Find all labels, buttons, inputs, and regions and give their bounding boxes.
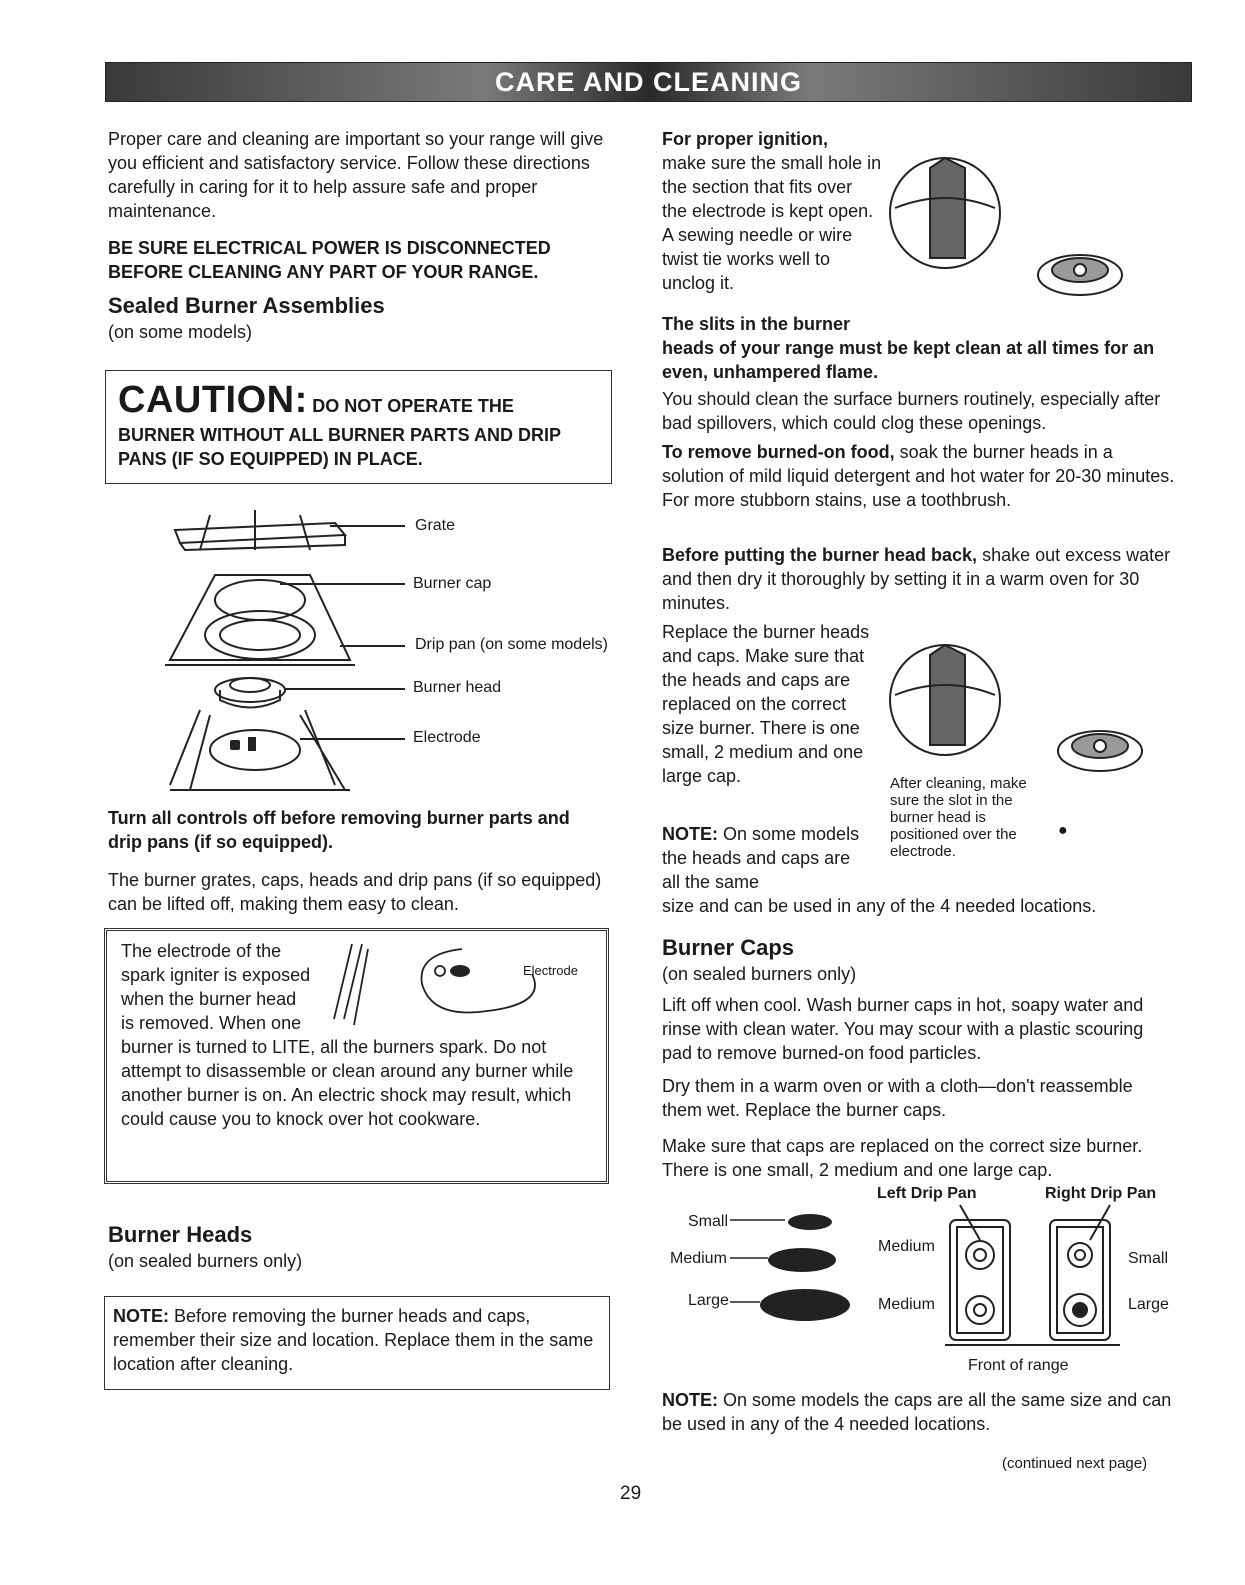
replace-caps-text: Replace the burner heads and caps. Make sure that the heads and caps are replaced on the correct size burner. There is one small, 2 medium and one large cap.: [662, 622, 870, 786]
leader-line: [340, 645, 405, 647]
slits-heading-2: heads of your range must be kept clean at all times for an even, unhampered flame.: [662, 338, 1155, 382]
caution-text: DO NOT OPERATE THE: [312, 396, 514, 416]
label-grate: Grate: [415, 517, 456, 534]
cap-sizes-illustration: [730, 1210, 870, 1340]
note-text-block: [113, 1304, 603, 1376]
burner-head-icon-mid: [1055, 716, 1150, 786]
caution-word: CAUTION:: [118, 379, 308, 421]
continued-note: (continued next page): [1002, 1455, 1148, 1472]
ignition-heading: For proper ignition,: [662, 129, 828, 149]
burner-heads-title: Burner Heads: [108, 1222, 253, 1247]
electrode-line-1: The electrode of the: [121, 941, 282, 961]
lift-off-paragraph: The burner grates, caps, heads and drip pans (if so equipped) can be lifted off, making them easy to clean.: [108, 870, 602, 914]
electrode-line-4: is removed. When one: [121, 1013, 302, 1033]
burner-head-diagram-mid: [885, 620, 1000, 780]
right-top-small-label: Small: [1128, 1250, 1169, 1267]
cap-size-large: Large: [688, 1292, 729, 1309]
cap-size-small: Small: [688, 1213, 729, 1230]
burner-head-diagram-top: [885, 128, 1000, 303]
power-warning: BE SURE ELECTRICAL POWER IS DISCONNECTED BEFORE CLEANING ANY PART OF YOUR RANGE.: [108, 238, 551, 282]
slot-icon: ●: [1058, 822, 1068, 839]
electrode-line-3: when the burner head: [121, 989, 297, 1009]
caution-text-2: BURNER WITHOUT ALL BURNER PARTS AND DRIP PANS (IF SO EQUIPPED) IN PLACE.: [118, 425, 561, 469]
electrode-warning-box: [104, 928, 609, 1184]
note-text: Before removing the burner heads and caps, remember their size and location. Replace them in the same location after cleaning.: [113, 1306, 594, 1374]
remove-food-text: soak the burner heads in a solution of mild liquid detergent and hot water for 20-30 minutes. For more stubborn stains, use a toothbrush.: [662, 442, 1175, 510]
cap-size-medium: Medium: [670, 1250, 727, 1267]
before-head-back-bold: Before putting the burner head back,: [662, 545, 978, 565]
leader-line: [280, 583, 405, 585]
label-electrode: Electrode: [413, 729, 481, 746]
note-label: NOTE:: [113, 1306, 169, 1326]
left-drip-pan-label: Left Drip Pan: [877, 1185, 977, 1202]
remove-food-bold: To remove burned-on food,: [662, 442, 895, 462]
range-top-layout: [945, 1205, 1125, 1355]
note-same-heads-block: [662, 822, 862, 894]
turn-off-instruction: Turn all controls off before removing burner parts and drip pans (if so equipped).: [108, 808, 570, 852]
before-head-back-paragraph: [662, 543, 1177, 615]
front-of-range-label: Front of range: [968, 1357, 1069, 1374]
caution-box: [105, 370, 612, 484]
leader-line: [300, 738, 405, 740]
routine-clean-text: You should clean the surface burners routinely, especially after bad spillovers, which could clog these openings.: [662, 389, 1161, 433]
burner-exploded-diagram: [160, 505, 360, 800]
burner-head-icon-top: [1035, 240, 1130, 310]
note-same-heads-a: On some models the heads and caps are all the same: [662, 824, 860, 892]
left-top-medium-label: Medium: [878, 1238, 935, 1255]
lift-off-caps-text: Lift off when cool. Wash burner caps in hot, soapy water and rinse with clean water. You may scour with a plastic scouring pad to remove burned-on food particles.: [662, 995, 1144, 1063]
dry-caps-text: Dry them in a warm oven or with a cloth—don't reassemble them wet. Replace the burner caps.: [662, 1076, 1133, 1120]
after-cleaning-caption: After cleaning, make sure the slot in the burner head is positioned over the electrode.: [890, 775, 1027, 860]
label-burner-head: Burner head: [413, 679, 502, 696]
sealed-burner-subtitle: (on some models): [108, 322, 253, 342]
burner-heads-subtitle: (on sealed burners only): [108, 1251, 303, 1271]
electrode-diagram: [332, 939, 532, 1031]
intro-paragraph: Proper care and cleaning are important so your range will give you efficient and satisfactory service. Follow these directions carefully in caring for it to help assure safe and proper maintenance.: [108, 129, 604, 221]
leader-line: [285, 688, 405, 690]
note-caps-label: NOTE:: [662, 1390, 718, 1410]
electrode-warning-text: burner is turned to LITE, all the burners spark. Do not attempt to disassemble or clean around any burner while another burner is on. An electric shock may result, which could cause you to knock over hot cookware.: [121, 1037, 574, 1129]
electrode-line-2: spark igniter is exposed: [121, 965, 311, 985]
left-bottom-medium-label: Medium: [878, 1296, 935, 1313]
right-bottom-large-label: Large: [1128, 1296, 1169, 1313]
correct-size-text: Make sure that caps are replaced on the correct size burner. There is one small, 2 medium and one large cap.: [662, 1136, 1143, 1180]
page-number: 29: [620, 1483, 642, 1504]
note-caps-block: [662, 1388, 1177, 1436]
sealed-burner-title: Sealed Burner Assemblies: [108, 293, 385, 318]
leader-line: [330, 525, 405, 527]
burner-caps-subtitle: (on sealed burners only): [662, 964, 857, 984]
section-banner: [105, 62, 1192, 102]
note-same-heads-b: size and can be used in any of the 4 needed locations.: [662, 896, 1097, 916]
note-caps-text: On some models the caps are all the same size and can be used in any of the 4 needed locations.: [662, 1390, 1172, 1434]
label-drip-pan: Drip pan (on some models): [415, 636, 608, 653]
label-burner-cap: Burner cap: [413, 575, 492, 592]
remove-food-paragraph: [662, 440, 1177, 512]
slits-heading-1: The slits in the burner: [662, 314, 851, 334]
note-same-heads-label: NOTE:: [662, 824, 718, 844]
section-title: CARE AND CLEANING: [495, 67, 802, 97]
ignition-text: make sure the small hole in the section that fits over the electrode is kept open. A sewing needle or wire twist tie works well to unclog it.: [662, 153, 882, 293]
right-drip-pan-label: Right Drip Pan: [1045, 1185, 1157, 1202]
before-head-back-text: shake out excess water and then dry it thoroughly by setting it in a warm oven for 30 minutes.: [662, 545, 1171, 613]
electrode-label: Electrode: [523, 963, 578, 978]
note-box: [104, 1296, 610, 1390]
burner-caps-title: Burner Caps: [662, 935, 795, 960]
